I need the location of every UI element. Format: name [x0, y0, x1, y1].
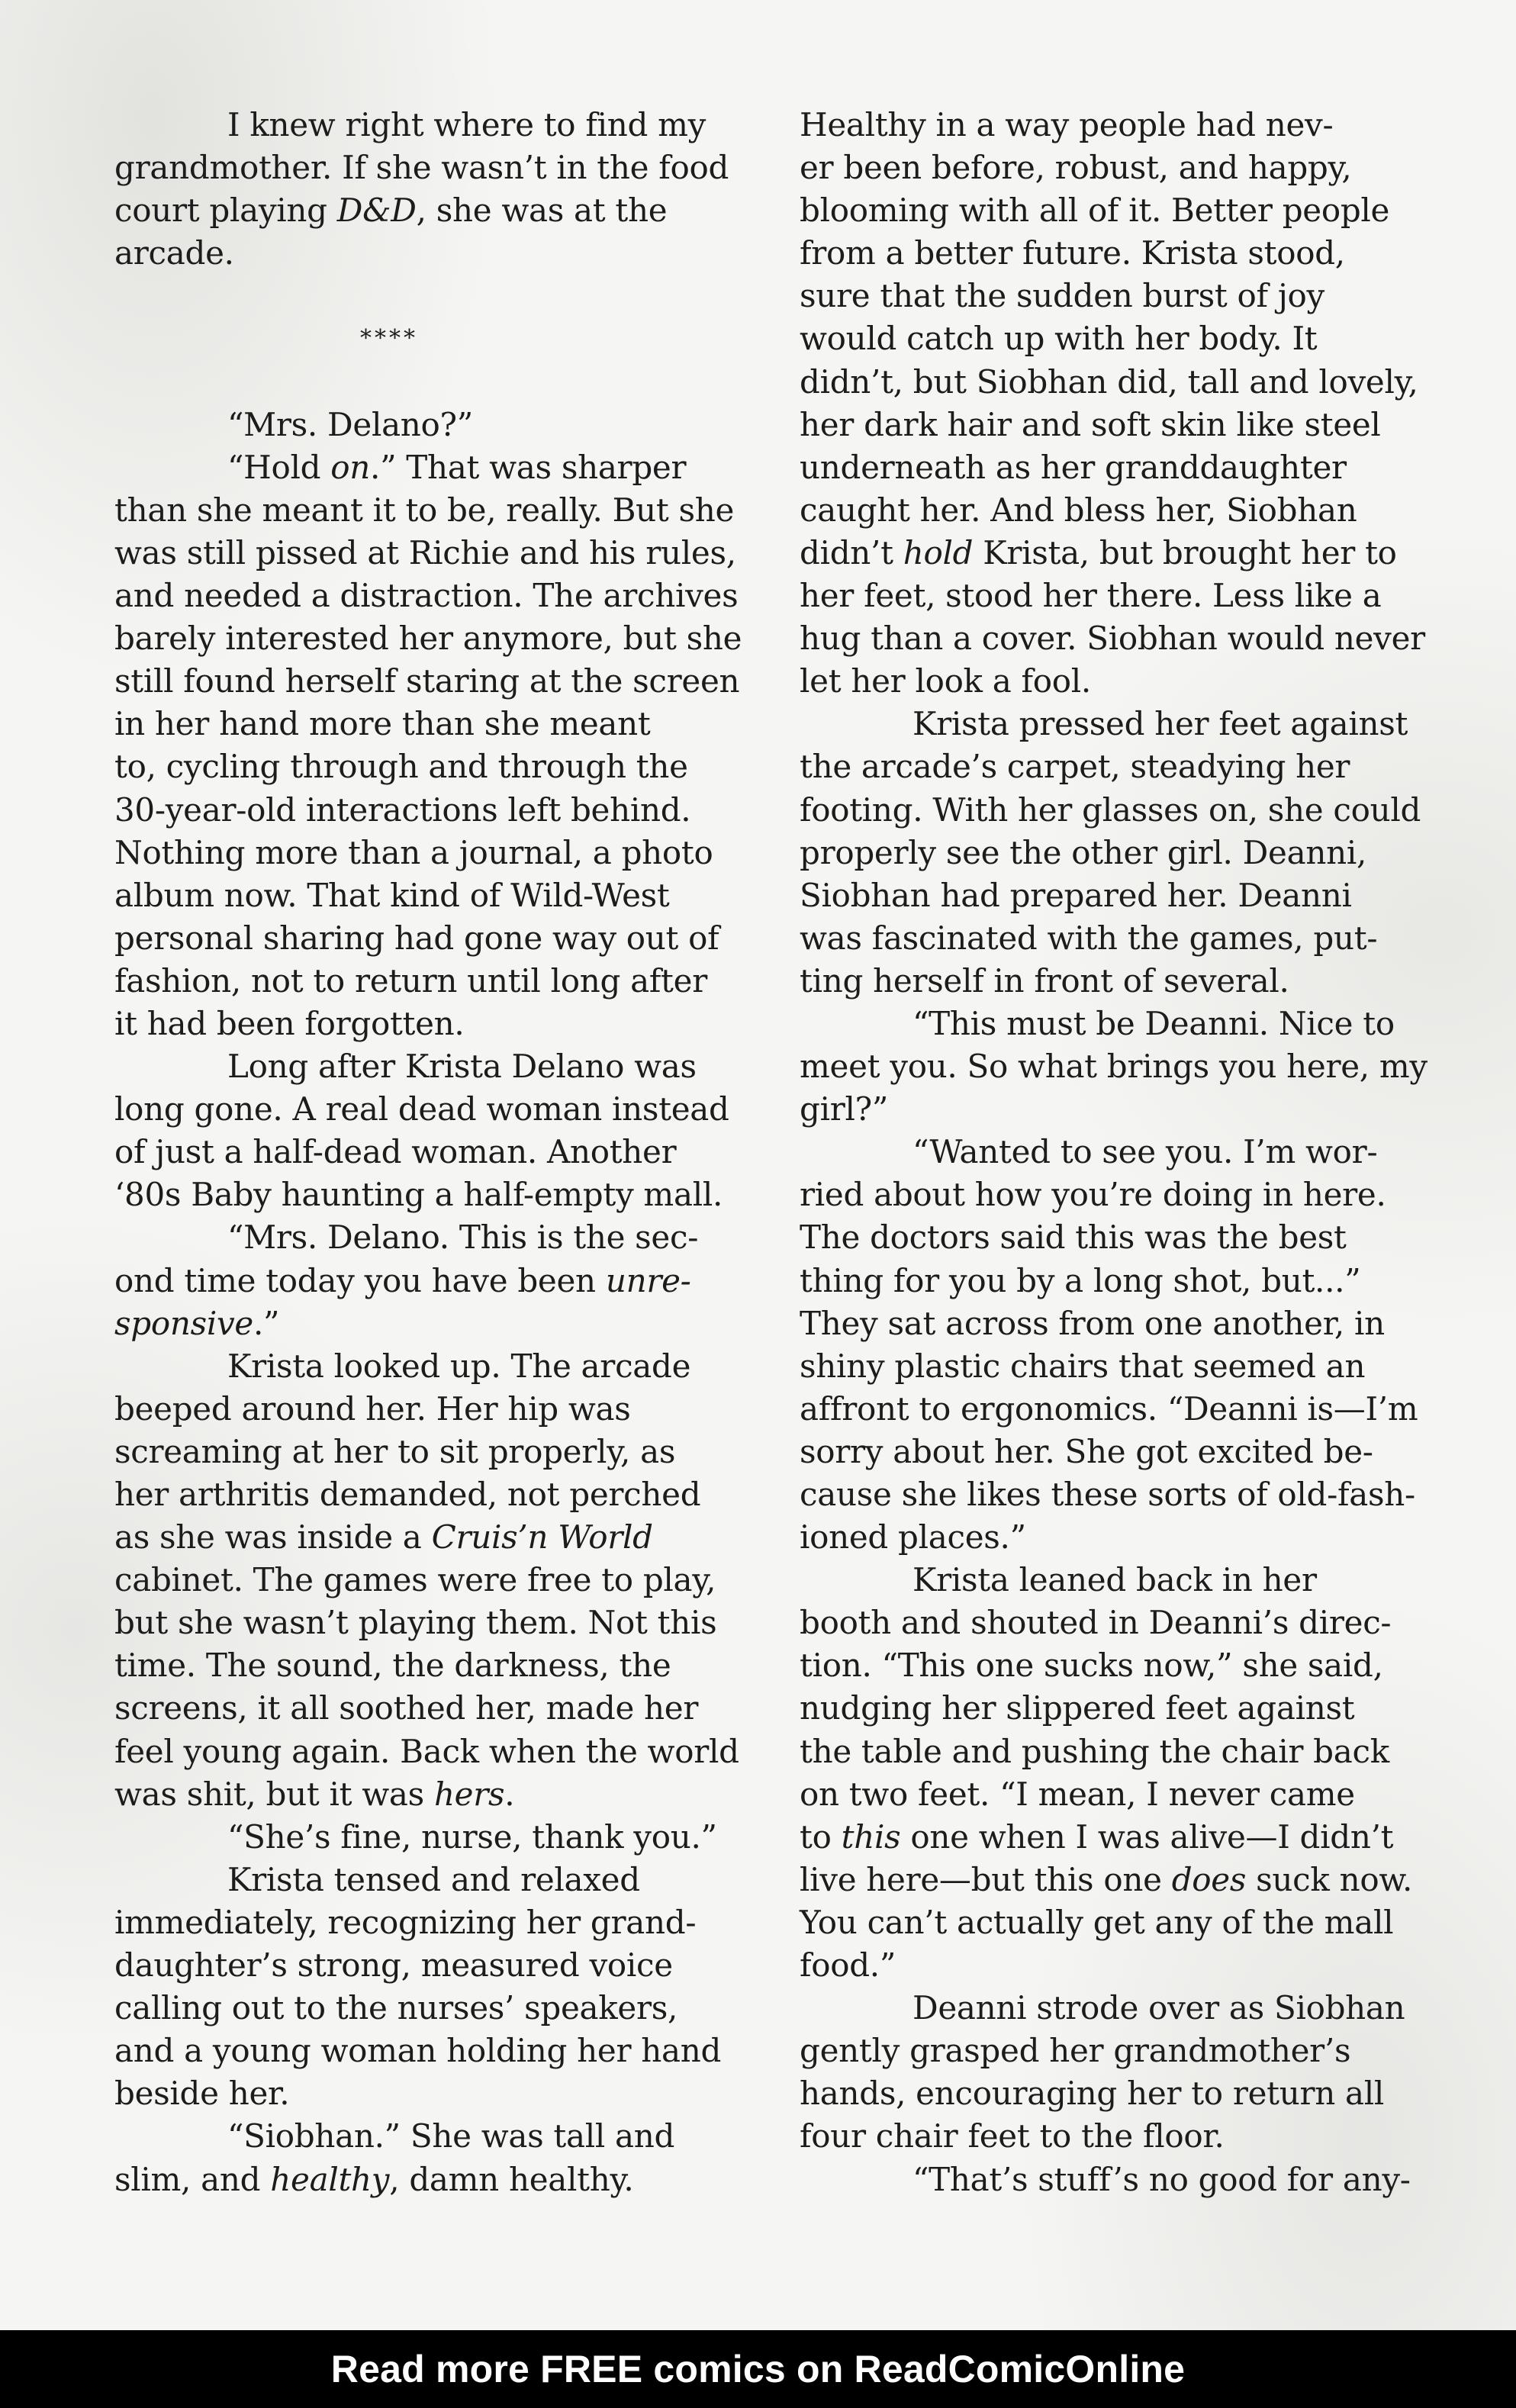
text-line: as she was inside a Cruis’n World — [114, 1518, 653, 1557]
text-line: daughter’s strong, measured voice — [114, 1946, 673, 1985]
scene-break: **** — [360, 325, 418, 353]
promo-banner[interactable] — [0, 2330, 1516, 2408]
text-line: four chair feet to the floor. — [800, 2117, 1225, 2155]
text-line: Krista pressed her feet against — [912, 705, 1408, 743]
text-line: screens, it all soothed her, made her — [114, 1689, 699, 1727]
right-column — [800, 104, 1471, 2201]
text-line: her feet, stood her there. Less like a — [800, 577, 1382, 615]
text-line: the table and pushing the chair back — [800, 1732, 1389, 1770]
text-line: it had been forgotten. — [114, 1004, 465, 1042]
text-line: Nothing more than a journal, a photo — [114, 833, 713, 871]
text-line: grandmother. If she wasn’t in the food — [114, 149, 729, 187]
promo-banner-text[interactable]: Read more FREE comics on ReadComicOnline — [330, 2348, 1186, 2390]
text-line: time. The sound, the darkness, the — [114, 1647, 671, 1685]
text-line: feel young again. Back when the world — [114, 1732, 739, 1770]
text-line: girl?” — [800, 1090, 889, 1128]
text-line: sure that the sudden burst of joy — [800, 277, 1324, 315]
text-line: and a young woman holding her hand — [114, 2032, 722, 2070]
text-line: thing for you by a long shot, but...” — [800, 1261, 1361, 1299]
text-line: personal sharing had gone way out of — [114, 919, 719, 957]
text-line: booth and shouted in Deanni’s direc- — [800, 1604, 1392, 1642]
text-line: of just a half-dead woman. Another — [114, 1133, 677, 1171]
text-line: slim, and healthy, damn healthy. — [114, 2160, 634, 2198]
text-line: arcade. — [114, 234, 234, 272]
text-line: “Mrs. Delano?” — [227, 405, 473, 443]
text-line: but she wasn’t playing them. Not this — [114, 1604, 717, 1642]
text-line: blooming with all of it. Better people — [800, 192, 1390, 230]
text-line: the arcade’s carpet, steadying her — [800, 748, 1350, 786]
text-line: fashion, not to return until long after — [114, 961, 707, 1000]
text-line: to, cycling through and through the — [114, 748, 688, 786]
text-line: beside her. — [114, 2075, 290, 2113]
text-line: screaming at her to sit properly, as — [114, 1432, 676, 1470]
text-line: “This must be Deanni. Nice to — [912, 1004, 1395, 1042]
text-line: Krista tensed and relaxed — [227, 1860, 640, 1898]
text-line: ‘80s Baby haunting a half-empty mall. — [114, 1176, 723, 1214]
text-line: ioned places.” — [800, 1518, 1026, 1557]
text-line: cause she likes these sorts of old-fash- — [800, 1476, 1415, 1513]
spacer — [114, 275, 786, 317]
text-line: her arthritis demanded, not perched — [114, 1476, 701, 1513]
text-line: footing. With her glasses on, she could — [800, 790, 1421, 829]
text-line: underneath as her granddaughter — [800, 448, 1347, 486]
text-line: Healthy in a way people had nev- — [800, 106, 1334, 143]
text-line: er been before, robust, and happy, — [800, 149, 1352, 187]
text-line: didn’t hold Krista, but brought her to — [800, 533, 1397, 571]
text-line: didn’t, but Siobhan did, tall and lovely, — [800, 362, 1418, 401]
text-line: Long after Krista Delano was — [227, 1048, 697, 1086]
left-column — [114, 104, 786, 2201]
text-line: shiny plastic chairs that seemed an — [800, 1347, 1366, 1385]
text-line: her dark hair and soft skin like steel — [800, 405, 1381, 443]
text-line: Krista looked up. The arcade — [227, 1347, 691, 1385]
text-line: ried about how you’re doing in here. — [800, 1176, 1386, 1214]
text-line: and needed a distraction. The archives — [114, 577, 739, 615]
text-line: You can’t actually get any of the mall — [800, 1903, 1394, 1941]
text-line: caught her. And bless her, Siobhan — [800, 491, 1357, 529]
text-line: immediately, recognizing her grand- — [114, 1903, 697, 1941]
text-line: in her hand more than she meant — [114, 705, 651, 743]
text-line: Krista leaned back in her — [912, 1561, 1317, 1599]
text-line: would catch up with her body. It — [800, 320, 1318, 358]
text-line: let her look a fool. — [800, 662, 1091, 700]
text-line: Deanni strode over as Siobhan — [912, 1989, 1405, 2027]
text-line: long gone. A real dead woman instead — [114, 1090, 729, 1128]
text-line: nudging her slippered feet against — [800, 1689, 1355, 1727]
text-line: than she meant it to be, really. But she — [114, 491, 735, 529]
text-line: Siobhan had prepared her. Deanni — [800, 876, 1352, 914]
text-line: “She’s fine, nurse, thank you.” — [227, 1817, 717, 1856]
text-line: 30-year-old interactions left behind. — [114, 790, 691, 829]
text-line: food.” — [800, 1946, 896, 1985]
text-line: tion. “This one sucks now,” she said, — [800, 1647, 1383, 1685]
text-line: “That’s stuff’s no good for any- — [912, 2160, 1411, 2198]
text-line: The doctors said this was the best — [800, 1218, 1347, 1257]
text-line: court playing D&D, she was at the — [114, 192, 668, 230]
text-line: was fascinated with the games, put- — [800, 919, 1378, 957]
text-line: “Siobhan.” She was tall and — [227, 2117, 675, 2155]
text-line: still found herself staring at the screen — [114, 662, 740, 700]
text-line: cabinet. The games were free to play, — [114, 1561, 716, 1599]
text-line: They sat across from one another, in — [800, 1304, 1385, 1342]
text-line: live here—but this one does suck now. — [800, 1860, 1413, 1898]
text-line: hands, encouraging her to return all — [800, 2075, 1385, 2113]
text-line: barely interested her anymore, but she — [114, 620, 742, 658]
text-line: beeped around her. Her hip was — [114, 1389, 631, 1428]
text-line: “Wanted to see you. I’m wor- — [912, 1133, 1378, 1171]
text-line: meet you. So what brings you here, my — [800, 1048, 1427, 1086]
text-line: “Hold on.” That was sharper — [227, 448, 687, 486]
text-line: properly see the other girl. Deanni, — [800, 833, 1367, 871]
text-line: gently grasped her grandmother’s — [800, 2032, 1351, 2070]
text-line: hug than a cover. Siobhan would never — [800, 620, 1425, 658]
text-line: affront to ergonomics. “Deanni is—I’m — [800, 1389, 1418, 1428]
text-line: sponsive.” — [114, 1304, 280, 1342]
text-line: was still pissed at Richie and his rules, — [114, 533, 736, 571]
text-line: to this one when I was alive—I didn’t — [800, 1817, 1394, 1856]
text-line: ting herself in front of several. — [800, 961, 1289, 1000]
text-line: on two feet. “I mean, I never came — [800, 1775, 1355, 1813]
spacer — [114, 361, 786, 404]
text-line: was shit, but it was hers. — [114, 1775, 515, 1813]
text-line: sorry about her. She got excited be- — [800, 1432, 1373, 1470]
text-line: “Mrs. Delano. This is the sec- — [227, 1218, 699, 1257]
text-line: album now. That kind of Wild-West — [114, 876, 670, 914]
text-line: from a better future. Krista stood, — [800, 234, 1345, 272]
text-line: ond time today you have been unre- — [114, 1261, 691, 1299]
text-line: calling out to the nurses’ speakers, — [114, 1989, 678, 2027]
text-line: I knew right where to find my — [227, 106, 707, 143]
